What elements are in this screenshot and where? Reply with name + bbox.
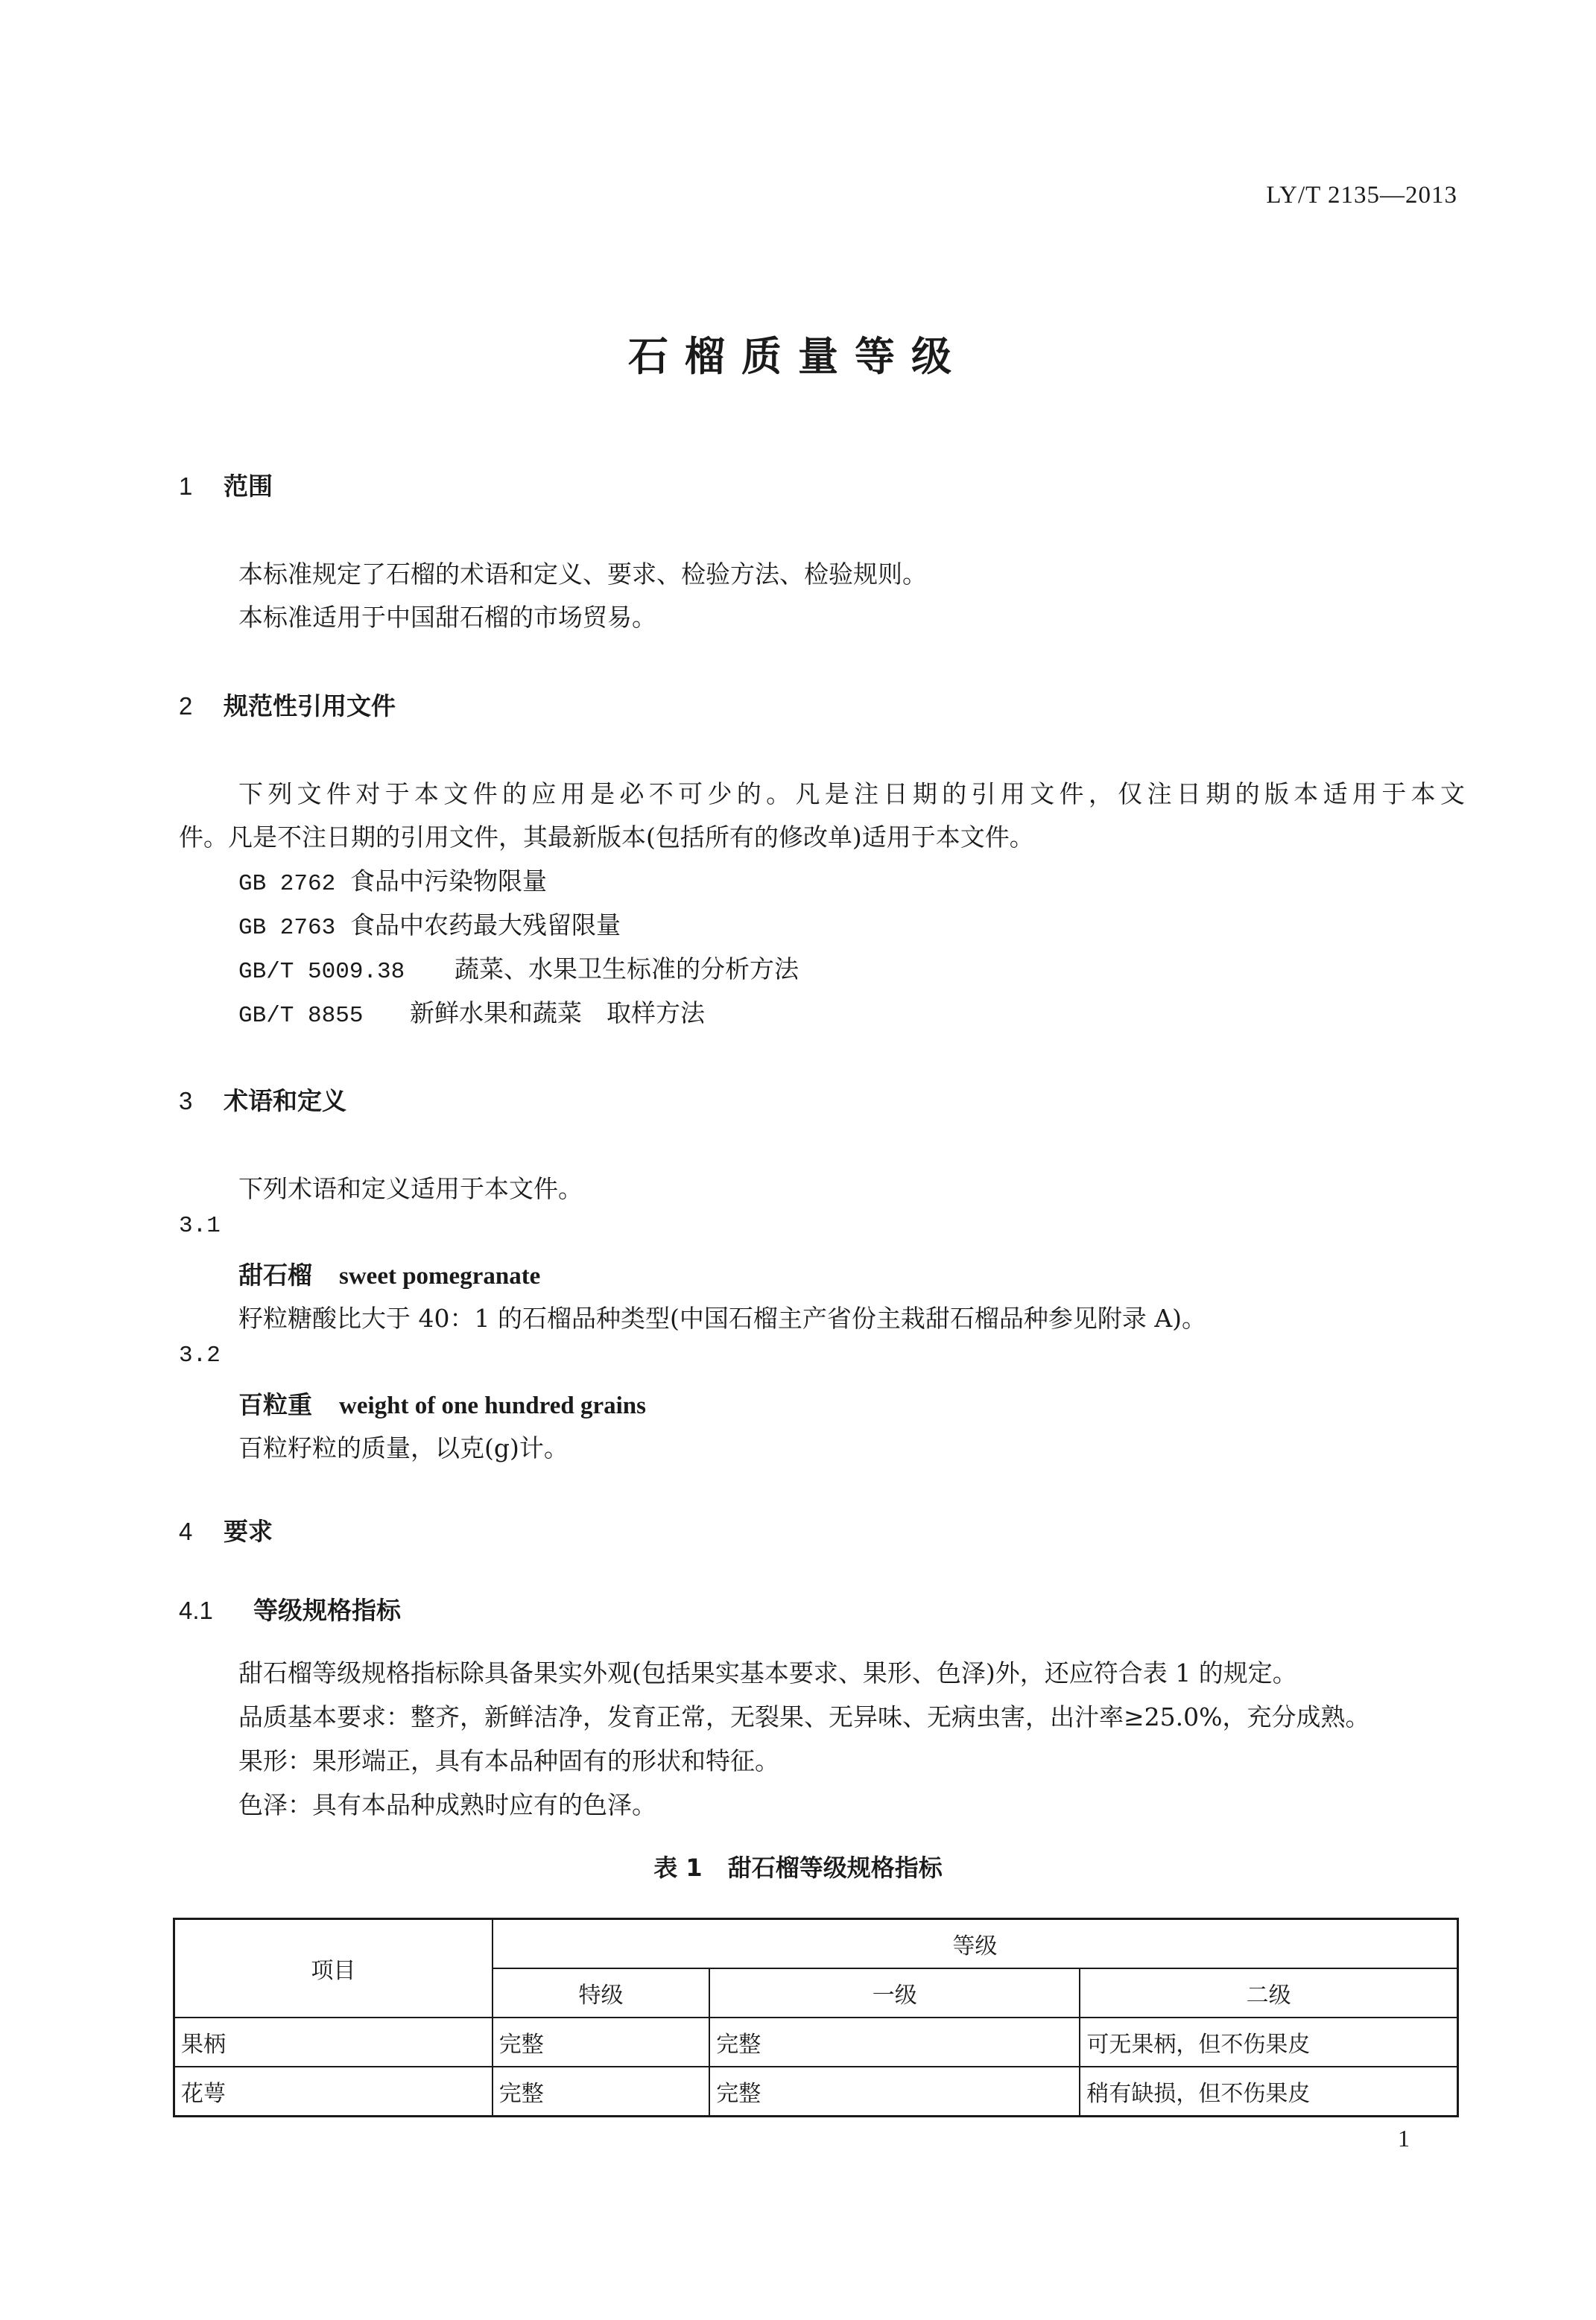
reference-title: 食品中污染物限量 <box>350 866 547 896</box>
reference-code: GB 2763 <box>238 915 336 941</box>
section-title: 术语和定义 <box>224 1086 346 1115</box>
header-grade-second: 二级 <box>1080 1968 1457 2018</box>
row-item: 花萼 <box>174 2067 493 2117</box>
table-cell: 稍有缺损，但不伤果皮 <box>1080 2067 1457 2117</box>
term-chinese: 甜石榴 <box>238 1261 312 1290</box>
paragraph: 件。凡是不注日期的引用文件，其最新版本(包括所有的修改单)适用于本文件。 <box>179 823 1034 852</box>
paragraph: 色泽：具有本品种成熟时应有的色泽。 <box>238 1790 656 1819</box>
table-cell: 完整 <box>493 2067 710 2117</box>
table-caption <box>0 1849 1596 1883</box>
section-2-heading <box>179 687 396 722</box>
header-grade: 等级 <box>493 1919 1458 1969</box>
grade-spec-table <box>173 1918 1459 2117</box>
table-caption-title: 甜石榴等级规格指标 <box>727 1854 943 1882</box>
table-caption-number: 表 1 <box>653 1854 703 1882</box>
section-number: 2 <box>179 692 193 720</box>
table-header-row <box>174 1919 1458 1969</box>
reference-title: 新鲜水果和蔬菜 取样方法 <box>410 998 705 1027</box>
table-cell: 完整 <box>493 2018 710 2067</box>
header-grade-first: 一级 <box>709 1968 1080 2018</box>
section-4-1-heading <box>179 1591 401 1626</box>
normative-reference <box>238 862 547 897</box>
page-number: 1 <box>1398 2125 1410 2152</box>
section-title: 规范性引用文件 <box>224 691 396 720</box>
section-1-heading <box>179 467 273 502</box>
normative-reference <box>238 950 799 985</box>
section-number: 4 <box>179 1518 193 1545</box>
table-cell: 可无果柄，但不伤果皮 <box>1080 2018 1457 2067</box>
reference-code: GB 2762 <box>238 871 336 897</box>
table-cell: 完整 <box>709 2067 1080 2117</box>
section-title: 范围 <box>224 472 273 501</box>
paragraph: 甜石榴等级规格指标除具备果实外观(包括果实基本要求、果形、色泽)外，还应符合表 1 的规定。 <box>238 1658 1297 1687</box>
table-row <box>174 2067 1458 2117</box>
term-english: sweet pomegranate <box>339 1263 541 1290</box>
reference-title: 蔬菜、水果卫生标准的分析方法 <box>455 954 799 983</box>
reference-title: 食品中农药最大残留限量 <box>350 910 621 939</box>
section-title: 等级规格指标 <box>253 1596 401 1625</box>
reference-code: GB/T 8855 <box>238 1003 364 1029</box>
paragraph: 本标准规定了石榴的术语和定义、要求、检验方法、检验规则。 <box>238 560 927 589</box>
term-number: 3.2 <box>179 1343 221 1369</box>
table-row <box>174 2018 1458 2067</box>
table-cell: 完整 <box>709 2018 1080 2067</box>
row-item: 果柄 <box>174 2018 493 2067</box>
section-number: 3 <box>179 1087 193 1115</box>
paragraph: 下列术语和定义适用于本文件。 <box>238 1174 583 1203</box>
term-number: 3.1 <box>179 1213 221 1239</box>
document-title: 石榴质量等级 <box>628 333 968 380</box>
section-3-heading <box>179 1082 346 1117</box>
header-grade-special: 特级 <box>493 1968 710 2018</box>
paragraph: 下列文件对于本文件的应用是必不可少的。凡是注日期的引用文件，仅注日期的版本适用于本文 <box>238 779 1465 808</box>
normative-reference <box>238 906 621 941</box>
section-number: 4.1 <box>179 1597 213 1624</box>
paragraph: 果形：果形端正，具有本品种固有的形状和特征。 <box>238 1746 779 1775</box>
term-chinese: 百粒重 <box>238 1390 312 1419</box>
term-heading <box>238 1256 540 1291</box>
header-item: 项目 <box>174 1919 493 2018</box>
term-english: weight of one hundred grains <box>339 1392 646 1419</box>
term-heading <box>238 1386 646 1421</box>
normative-reference <box>238 994 705 1029</box>
paragraph: 本标准适用于中国甜石榴的市场贸易。 <box>238 603 656 632</box>
paragraph: 品质基本要求：整齐，新鲜洁净，发育正常，无裂果、无异味、无病虫害，出汁率≥25.0%，充分成熟。 <box>238 1702 1370 1731</box>
section-4-heading <box>179 1512 273 1547</box>
term-definition: 百粒籽粒的质量，以克(g)计。 <box>238 1433 569 1462</box>
term-definition: 籽粒糖酸比大于 40：1 的石榴品种类型(中国石榴主产省份主栽甜石榴品种参见附录 A)。 <box>238 1304 1207 1333</box>
section-title: 要求 <box>224 1517 273 1546</box>
reference-code: GB/T 5009.38 <box>238 959 405 985</box>
standard-code: LY/T 2135—2013 <box>1266 182 1457 209</box>
section-number: 1 <box>179 472 193 500</box>
